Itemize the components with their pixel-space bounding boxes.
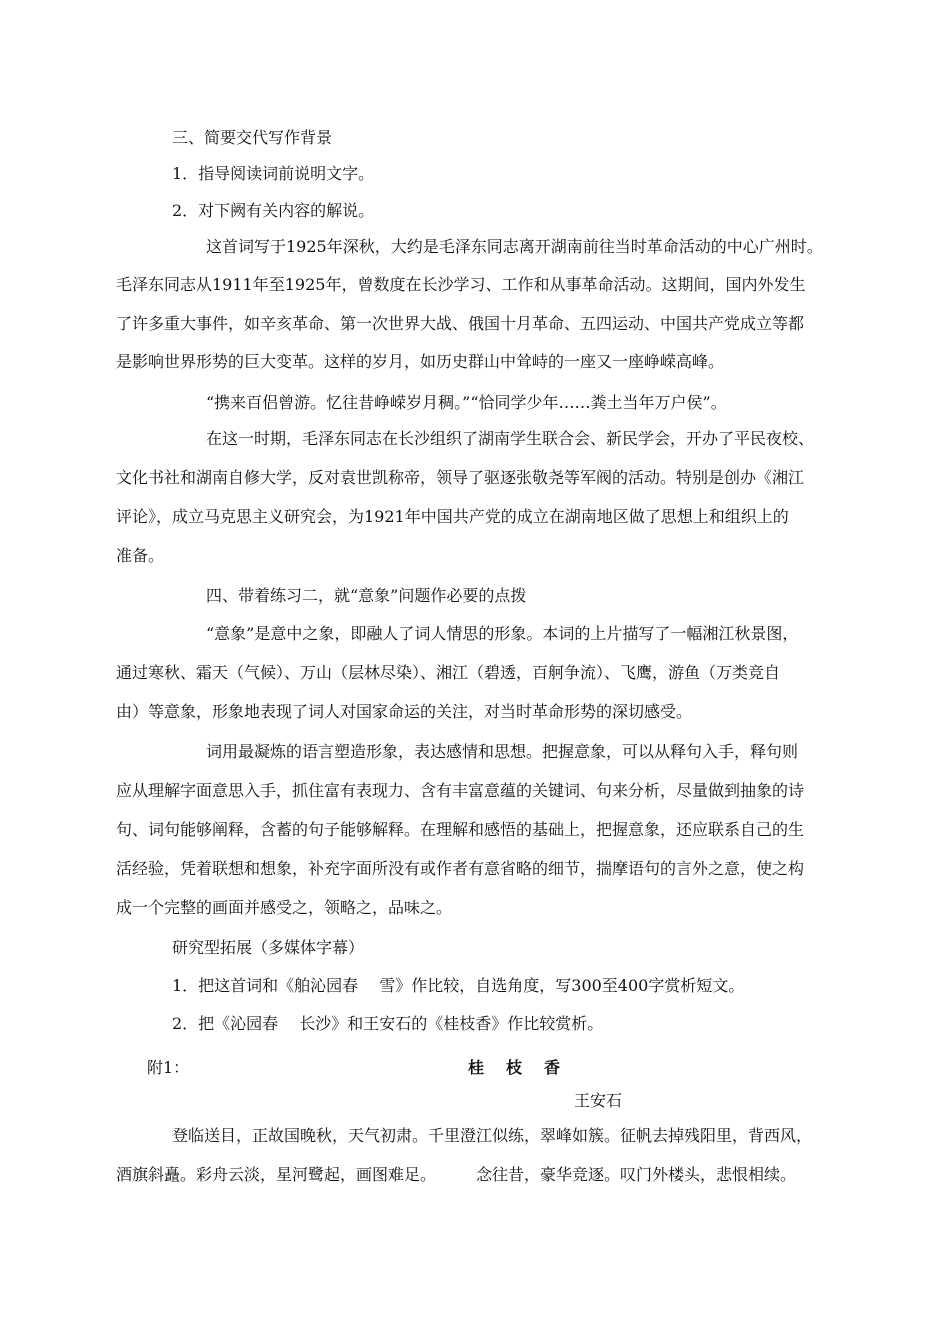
poem-line1: 登临送目，正故国晚秋，天气初肃。千里澄江似练，翠峰如簇。征帆去掉残阳里，背西风， <box>172 1126 813 1145</box>
section4-para1-line1: “意象”是意中之象，即融人了词人情思的形象。本词的上片描写了一幅湘江秋景图， <box>206 624 799 643</box>
section3-item2: 2．对下阙有关内容的解说。 <box>172 201 375 220</box>
section3-para2-line4: 准备。 <box>116 546 165 565</box>
section3-para1-line3: 了许多重大事件，如辛亥革命、第一次世界大战、俄国十月革命、五四运动、中国共产党成立等都 <box>116 314 805 333</box>
section3-quote: “携来百侣曾游。忆往昔峥嵘岁月稠。”“恰同学少年……粪土当年万户侯”。 <box>206 393 727 412</box>
section3-item1: 1．指导阅读词前说明文字。 <box>172 164 375 183</box>
section3-para1-line4: 是影响世界形势的巨大变革。这样的岁月，如历史群山中耸峙的一座又一座峥嵘高峰。 <box>116 352 725 371</box>
section4-heading: 四、带着练习二，就“意象”问题作必要的点拨 <box>206 586 527 605</box>
section4-para1-line2: 通过寒秋、霜天（气候）、万山（层林尽染）、湘江（碧透，百舸争流）、飞鹰，游鱼（万类竞自 <box>116 663 781 682</box>
section3-para2-line2: 文化书社和湖南自修大学，反对袁世凯称帝，领导了驱逐张敬尧等军阀的活动。特别是创办《湘江 <box>116 468 805 487</box>
research-item2: 2．把《沁园春 长沙》和王安石的《桂枝香》作比较赏析。 <box>172 1014 604 1033</box>
research-item1: 1．把这首词和《舶沁园春 雪》作比较，自选角度，写300至400字赏析短文。 <box>172 976 745 995</box>
section3-para1-line2: 毛泽东同志从1911年至1925年，曾数度在长沙学习、工作和从事革命活动。这期间，国内外发生 <box>116 275 806 294</box>
section4-para1-line3: 由）等意象，形象地表现了词人对国家命运的关注，对当时革命形势的深切感受。 <box>116 702 693 721</box>
section3-para2-line1: 在这一时期，毛泽东同志在长沙组织了湖南学生联合会、新民学会，开办了平民夜校、 <box>206 429 815 448</box>
research-heading: 研究型拓展（多媒体字幕） <box>172 938 365 957</box>
poem-title: 桂枝香 <box>468 1058 583 1077</box>
section4-para2-line2: 应从理解字面意思入手，抓住富有表现力、含有丰富意蕴的关键词、句来分析，尽量做到抽象的诗 <box>116 781 805 800</box>
section3-para1-line1: 这首词写于1925年深秋，大约是毛泽东同志离开湖南前往当时革命活动的中心广州时。 <box>206 237 823 256</box>
section4-para2-line5: 成一个完整的画面并感受之，领略之，品味之。 <box>116 898 453 917</box>
attachment-label: 附1： <box>147 1058 190 1077</box>
section4-para2-line3: 句、词句能够阐释，含蓄的句子能够解释。在理解和感悟的基础上，把握意象，还应联系自己的生 <box>116 820 805 839</box>
section3-para2-line3: 评论》，成立马克思主义研究会，为1921年中国共产党的成立在湖南地区做了思想上和组织上的 <box>116 507 789 526</box>
poem-author: 王安石 <box>574 1091 623 1110</box>
section3-heading: 三、简要交代写作背景 <box>172 128 333 147</box>
section4-para2-line1: 词用最凝炼的语言塑造形象，表达感情和思想。把握意象，可以从释句入手，释句则 <box>206 742 799 761</box>
poem-line2: 酒旗斜矗。彩舟云淡，星河鹭起，画图难足。 念往昔，豪华竞逐。叹门外楼头，悲恨相续。 <box>116 1165 797 1184</box>
section4-para2-line4: 活经验，凭着联想和想象，补充字面所没有或作者有意省略的细节，揣摩语句的言外之意，使之构 <box>116 859 805 878</box>
